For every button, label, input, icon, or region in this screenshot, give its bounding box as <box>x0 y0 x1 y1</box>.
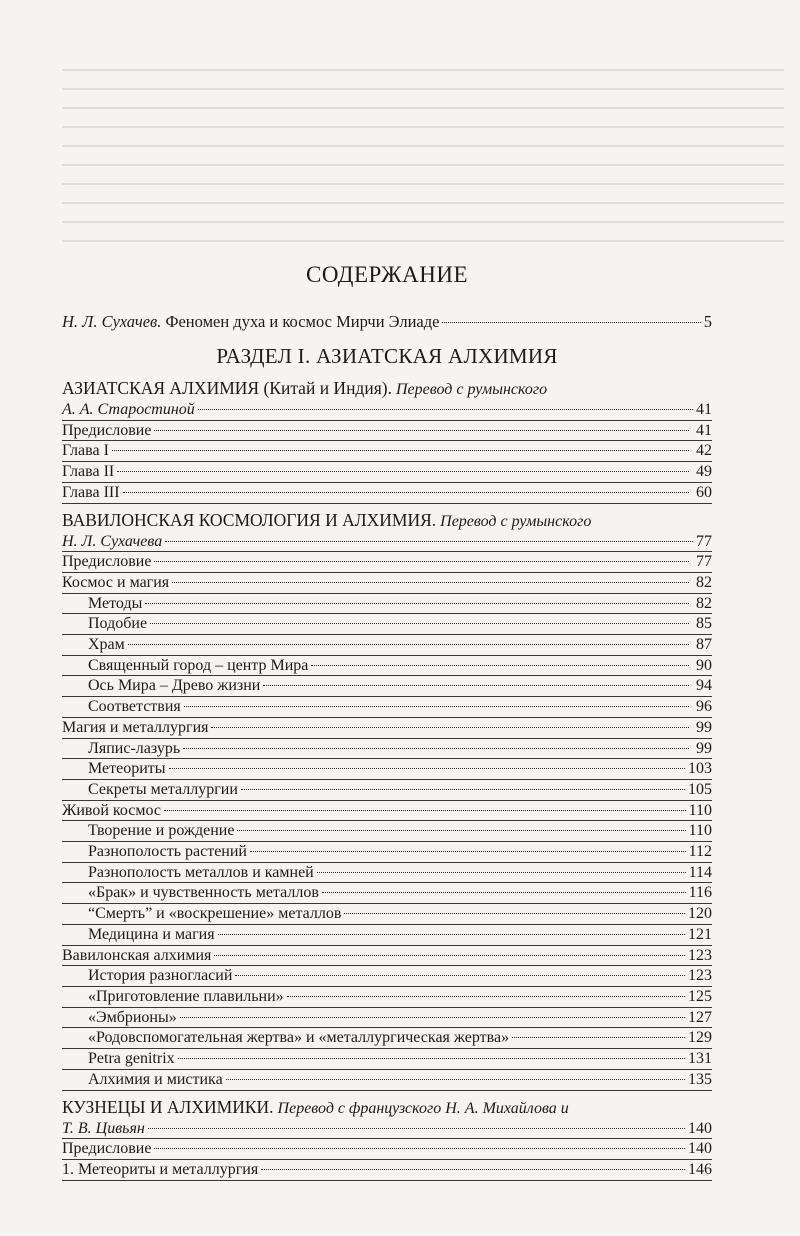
toc-entry-page: 110 <box>688 822 712 840</box>
toc-entry-page: 116 <box>688 884 712 902</box>
toc-entry-label: Медицина и магия <box>88 925 215 943</box>
intro-entry <box>62 312 712 332</box>
toc-entry <box>62 676 712 697</box>
intro-author: Н. Л. Сухачев. <box>62 312 162 331</box>
toc-entry-page: 131 <box>688 1050 712 1068</box>
toc-entry-label: Живой космос <box>62 801 161 819</box>
toc-entry-page: 125 <box>688 987 712 1005</box>
toc-entry <box>62 759 712 780</box>
toc-part <box>62 1097 712 1181</box>
section-title: РАЗДЕЛ I. АЗИАТСКАЯ АЛХИМИЯ <box>216 344 558 368</box>
toc-entry-label: Предисловие <box>62 1140 152 1158</box>
bleed-through-text <box>62 52 784 257</box>
toc-entry-label: Секреты металлургии <box>88 780 238 798</box>
toc-entry <box>62 635 712 656</box>
toc-entry <box>62 987 712 1008</box>
intro-text: Феномен духа и космос Мирчи Элиаде <box>161 312 440 331</box>
toc-entry <box>62 842 712 863</box>
toc-entry <box>62 656 712 677</box>
toc-entry <box>62 614 712 635</box>
part-heading-translation: Перевод с французского Н. А. Михайлова и <box>273 1099 569 1117</box>
toc-entry-label: «Приготовление плавильни» <box>88 987 284 1005</box>
toc-part <box>62 378 712 504</box>
translator-page: 77 <box>696 532 712 550</box>
intro-page: 5 <box>703 312 712 331</box>
toc-entry-page: 129 <box>688 1029 712 1047</box>
toc-entry-page: 146 <box>688 1160 712 1178</box>
toc-entry-label: Глава III <box>62 483 120 501</box>
toc-entry-page: 82 <box>696 594 712 612</box>
toc-entry-page: 123 <box>688 946 712 964</box>
toc-entry <box>62 780 712 801</box>
toc-entry-label: Творение и рождение <box>88 822 235 840</box>
toc-entry <box>62 594 712 615</box>
toc-entry-page: 105 <box>688 780 712 798</box>
translator-row <box>62 1119 712 1140</box>
toc-entry-page: 140 <box>688 1140 712 1158</box>
toc-entry <box>62 925 712 946</box>
toc-entry <box>62 821 712 842</box>
toc-entry-label: Разнополость растений <box>88 843 247 861</box>
toc-entry <box>62 1049 712 1070</box>
part-heading-title: КУЗНЕЦЫ И АЛХИМИКИ. <box>62 1096 274 1117</box>
toc-entry <box>62 946 712 967</box>
toc-entry-label: Метеориты <box>88 760 166 778</box>
toc-entry-page: 87 <box>696 636 712 654</box>
toc-entry-label: Глава I <box>62 442 109 460</box>
toc-entry-label: Соответствия <box>88 698 181 716</box>
translator-page: 41 <box>696 401 712 418</box>
toc-entry <box>62 421 712 442</box>
toc-entry <box>62 441 712 462</box>
toc-entry-label: 1. Метеориты и металлургия <box>62 1160 259 1178</box>
toc-entry-page: 123 <box>688 967 712 985</box>
toc-entry-page: 121 <box>688 925 712 943</box>
page-title: СОДЕРЖАНИЕ <box>305 262 468 287</box>
toc-entry <box>62 697 712 718</box>
toc-entry-page: 77 <box>696 553 712 571</box>
toc-entry <box>62 1008 712 1029</box>
toc-entry-page: 103 <box>688 760 712 778</box>
toc-part <box>62 510 712 1091</box>
toc-entry <box>62 573 712 594</box>
toc-entry-page: 127 <box>688 1008 712 1026</box>
toc-entry-label: Храм <box>88 636 125 654</box>
toc-entry-page: 85 <box>696 615 712 633</box>
toc-entry-label: “Смерть” и «воскрешение» металлов <box>88 905 342 923</box>
toc-entry <box>62 863 712 884</box>
toc-entry-label: Petra genitrix <box>88 1050 175 1068</box>
toc-entry <box>62 904 712 925</box>
toc-entry <box>62 718 712 739</box>
toc-entry-label: История разногласий <box>88 967 233 985</box>
toc-entry-label: Предисловие <box>62 553 152 571</box>
part-heading-title: АЗИАТСКАЯ АЛХИМИЯ (Китай и Индия). <box>62 378 392 398</box>
toc-entry <box>62 1139 712 1160</box>
toc-entry-page: 112 <box>688 843 712 861</box>
toc-entry-page: 82 <box>696 573 712 591</box>
part-heading-title: ВАВИЛОНСКАЯ КОСМОЛОГИЯ И АЛХИМИЯ. <box>62 509 437 530</box>
toc-entry-label: Предисловие <box>62 421 152 439</box>
toc-entry <box>62 801 712 822</box>
toc-entry-page: 60 <box>696 483 712 501</box>
toc-entry-label: «Брак» и чувственность металлов <box>88 884 319 902</box>
toc-entry <box>62 1160 712 1181</box>
translator-row <box>62 532 712 553</box>
part-heading <box>62 1097 712 1119</box>
translator-name: А. А. Старостиной <box>62 401 195 418</box>
part-heading <box>62 510 712 532</box>
toc-entry <box>62 883 712 904</box>
part-heading <box>62 378 712 400</box>
toc-entry-label: Разнополость металлов и камней <box>88 863 314 881</box>
part-heading-translation: Перевод с румынского <box>391 381 548 398</box>
toc-entry-label: Вавилонская алхимия <box>62 946 212 964</box>
toc-entry-page: 42 <box>696 442 712 460</box>
toc-entry-label: Алхимия и мистика <box>88 1070 223 1088</box>
toc-entry-page: 96 <box>696 698 712 716</box>
toc-entry-page: 41 <box>696 421 712 439</box>
toc-entry-page: 99 <box>696 739 712 757</box>
toc-entry <box>62 483 712 504</box>
toc-entry-label: Священный город – центр Мира <box>88 656 309 674</box>
toc-entry-label: «Родовспомогательная жертва» и «металлургическая жертва» <box>88 1029 510 1047</box>
toc-entry-page: 120 <box>688 905 712 923</box>
translator-name: Н. Л. Сухачева <box>62 532 163 550</box>
toc-entry-label: Подобие <box>88 615 148 633</box>
toc-entry-label: Глава II <box>62 463 115 481</box>
toc-entries <box>62 378 712 1181</box>
toc-entry-page: 49 <box>696 463 712 481</box>
toc-entry-label: Магия и металлургия <box>62 718 209 736</box>
translator-page: 140 <box>688 1119 712 1137</box>
toc-entry <box>62 966 712 987</box>
toc-entry-label: Методы <box>88 594 143 612</box>
toc-entry-page: 114 <box>688 863 712 881</box>
translator-row <box>62 400 712 421</box>
toc-entry-label: Космос и магия <box>62 573 170 591</box>
toc-entry <box>62 462 712 483</box>
toc-entry-label: Ось Мира – Древо жизни <box>88 677 261 695</box>
toc-entry-page: 110 <box>688 801 712 819</box>
toc-entry <box>62 552 712 573</box>
toc-entry-page: 99 <box>696 718 712 736</box>
toc-entry <box>62 739 712 760</box>
toc-entry-page: 90 <box>696 656 712 674</box>
toc-entry-label: Ляпис-лазурь <box>88 739 181 757</box>
part-heading-translation: Перевод с румынского <box>436 512 592 530</box>
toc-entry <box>62 1070 712 1091</box>
toc-entry-page: 94 <box>696 677 712 695</box>
toc-entry <box>62 1028 712 1049</box>
toc-entry-label: «Эмбрионы» <box>88 1008 177 1026</box>
translator-name: Т. В. Цивьян <box>62 1119 145 1137</box>
toc-entry-page: 135 <box>688 1070 712 1088</box>
